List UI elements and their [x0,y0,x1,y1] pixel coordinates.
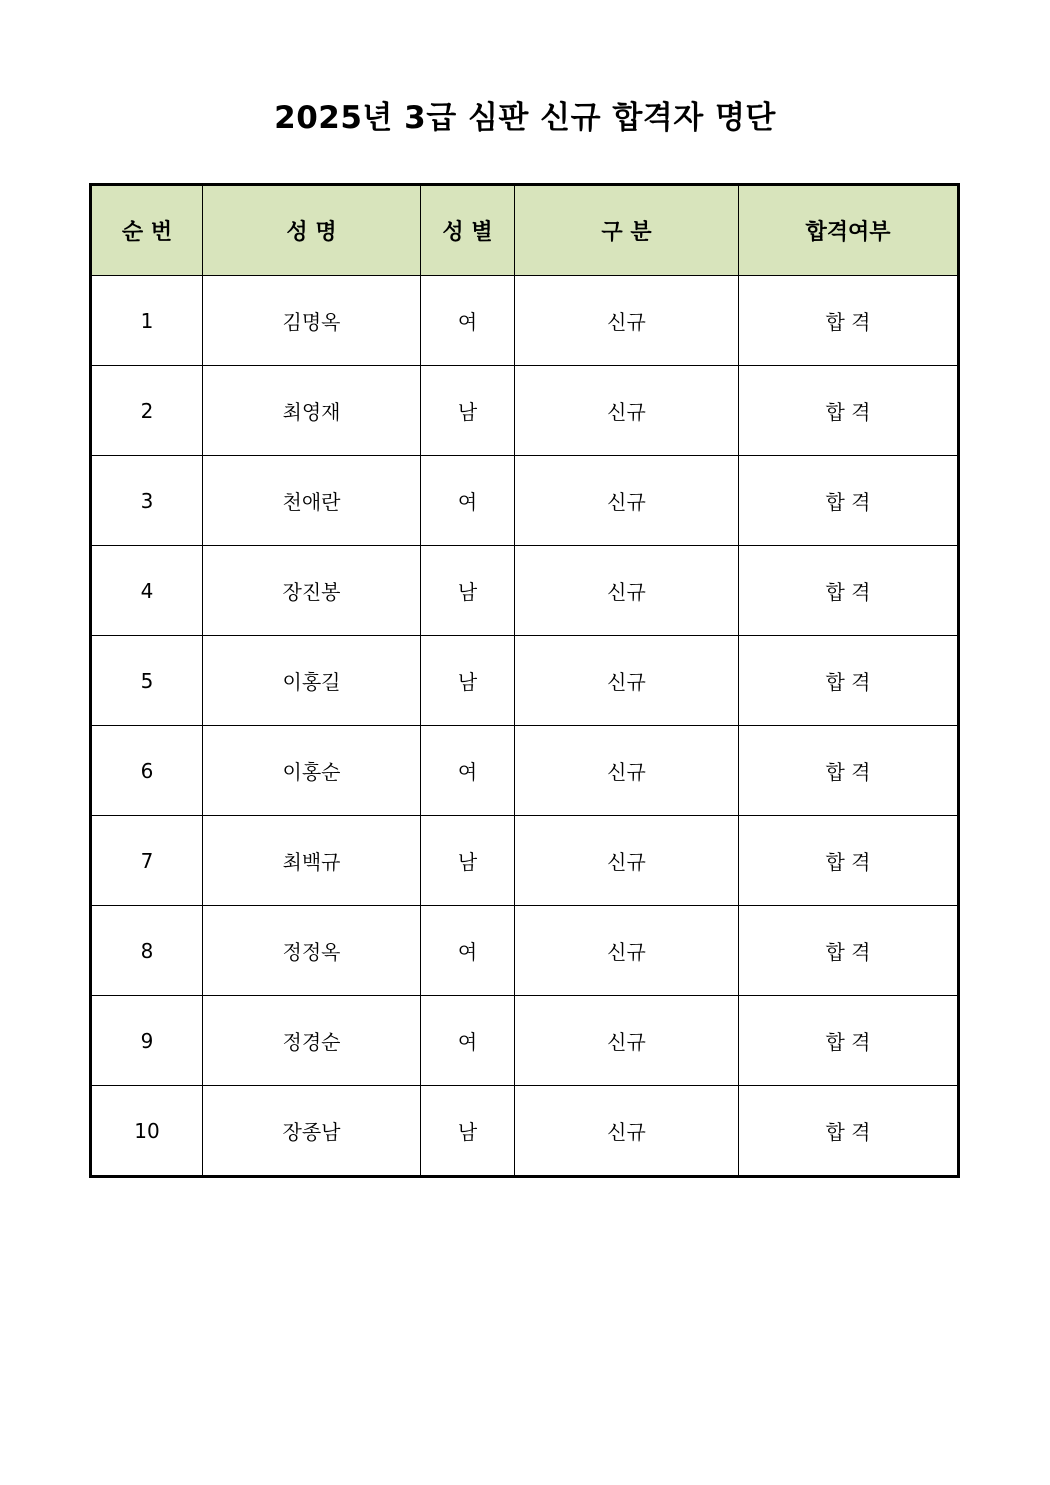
cell-result: 합 격 [739,1086,959,1177]
cell-type: 신규 [515,726,739,816]
cell-gender: 남 [421,546,515,636]
cell-no: 6 [91,726,203,816]
cell-result: 합 격 [739,636,959,726]
cell-no: 2 [91,366,203,456]
header-result: 합격여부 [739,185,959,276]
page-title: 2025년 3급 심판 신규 합격자 명단 [274,100,776,136]
cell-result: 합 격 [739,726,959,816]
cell-name: 정정옥 [203,906,421,996]
cell-name: 정경순 [203,996,421,1086]
cell-result: 합 격 [739,816,959,906]
cell-gender: 여 [421,456,515,546]
header-name: 성 명 [203,185,421,276]
cell-no: 1 [91,276,203,366]
header-no: 순 번 [91,185,203,276]
cell-type: 신규 [515,546,739,636]
table-row [91,906,959,996]
cell-result: 합 격 [739,276,959,366]
cell-result: 합 격 [739,546,959,636]
table-row [91,636,959,726]
cell-gender: 남 [421,366,515,456]
cell-type: 신규 [515,1086,739,1177]
cell-result: 합 격 [739,366,959,456]
cell-type: 신규 [515,996,739,1086]
table-row [91,996,959,1086]
cell-name: 김명옥 [203,276,421,366]
table-row [91,456,959,546]
cell-no: 10 [91,1086,203,1177]
cell-name: 장진봉 [203,546,421,636]
cell-type: 신규 [515,636,739,726]
header-gender: 성 별 [421,185,515,276]
cell-type: 신규 [515,276,739,366]
table-row [91,726,959,816]
passers-table [89,183,960,1178]
cell-no: 5 [91,636,203,726]
cell-no: 7 [91,816,203,906]
cell-gender: 남 [421,816,515,906]
cell-name: 최백규 [203,816,421,906]
table-row [91,546,959,636]
cell-gender: 남 [421,1086,515,1177]
table-row [91,276,959,366]
cell-no: 8 [91,906,203,996]
cell-no: 4 [91,546,203,636]
table-row [91,366,959,456]
table-row [91,1086,959,1177]
cell-result: 합 격 [739,996,959,1086]
cell-gender: 남 [421,636,515,726]
cell-gender: 여 [421,276,515,366]
table-header-row [91,185,959,276]
cell-no: 9 [91,996,203,1086]
cell-gender: 여 [421,726,515,816]
cell-type: 신규 [515,456,739,546]
cell-type: 신규 [515,816,739,906]
cell-name: 천애란 [203,456,421,546]
cell-no: 3 [91,456,203,546]
cell-type: 신규 [515,906,739,996]
cell-gender: 여 [421,906,515,996]
cell-name: 장종남 [203,1086,421,1177]
header-type: 구 분 [515,185,739,276]
cell-result: 합 격 [739,906,959,996]
cell-name: 이홍순 [203,726,421,816]
cell-gender: 여 [421,996,515,1086]
cell-name: 이홍길 [203,636,421,726]
cell-result: 합 격 [739,456,959,546]
cell-name: 최영재 [203,366,421,456]
table-row [91,816,959,906]
cell-type: 신규 [515,366,739,456]
